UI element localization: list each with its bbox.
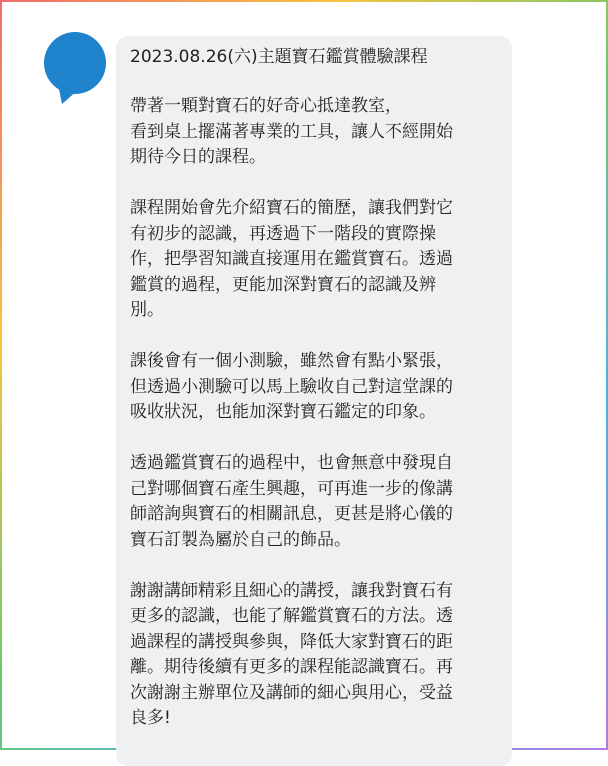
message-paragraph: 謝謝講師精彩且細心的講授，讓我對寶石有 更多的認識，也能了解鑑賞寶石的方法。透 過課程的講授與參與，降低大家對寶石的距 離。期待後續有更多的課程能認識寶石。再 次謝謝主辦單位及講師的細心與用心，受益 良多! xyxy=(130,580,453,728)
message-paragraph: 帶著一顆對寶石的好奇心抵達教室， 看到桌上擺滿著專業的工具，讓人不經開始 期待今日的課程。 xyxy=(130,96,453,167)
message-paragraph: 課程開始會先介紹寶石的簡歷，讓我們對它 有初步的認識，再透過下一階段的實際操 作，把學習知識直接運用在鑑賞寶石。透過 鑑賞的過程，更能加深對寶石的認識及辨 別。 xyxy=(130,198,453,320)
message-paragraph: 透過鑑賞寶石的過程中，也會無意中發現自 己對哪個寶石產生興趣，可再進一步的像講 師諮詢與寶石的相關訊息，更甚是將心儀的 寶石訂製為屬於自己的飾品。 xyxy=(130,453,453,550)
speech-bubble-icon xyxy=(42,32,108,104)
message-bubble xyxy=(116,36,512,766)
message-title: 2023.08.26(六)主題寶石鑑賞體驗課程 xyxy=(130,47,428,67)
message-paragraph: 課後會有一個小測驗，雖然會有點小緊張， 但透過小測驗可以馬上驗收自己對這堂課的 吸收狀況，也能加深對寶石鑑定的印象。 xyxy=(130,351,453,422)
avatar[interactable] xyxy=(42,32,108,104)
